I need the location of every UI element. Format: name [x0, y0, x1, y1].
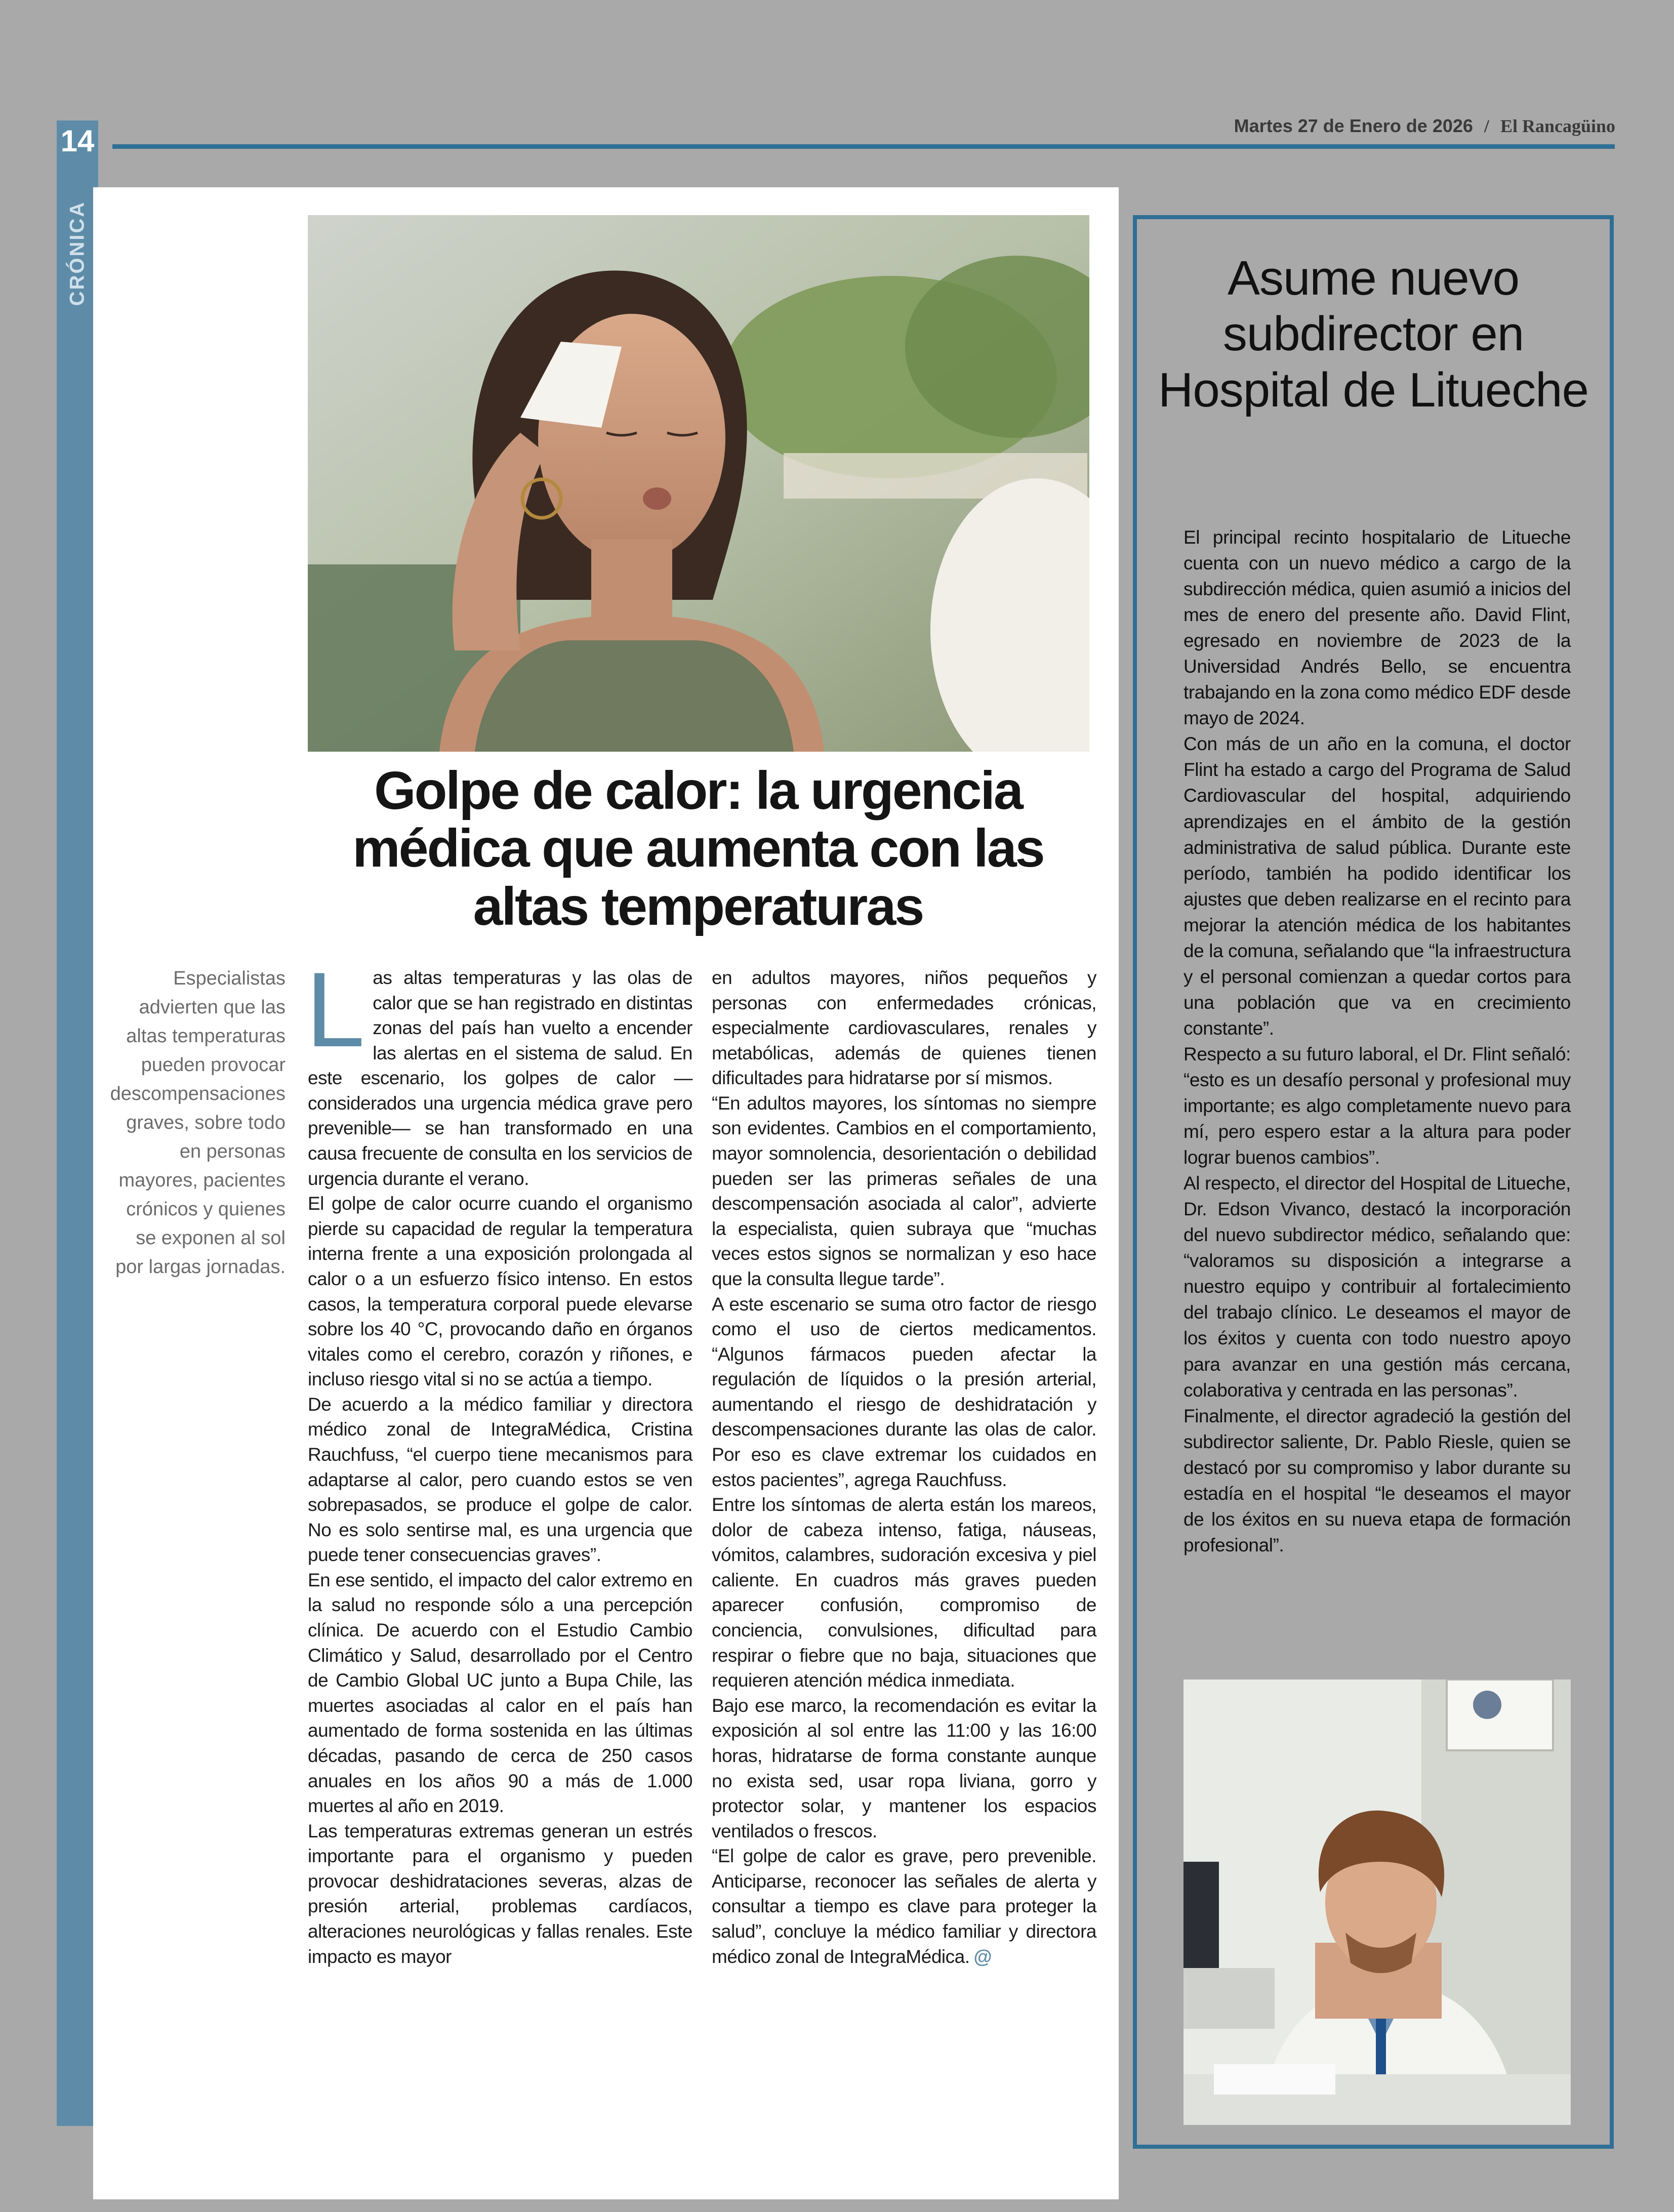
article-kicker: Especialistas advierten que las altas temperaturas pueden provocar descompensaciones graves, sobre todo en personas mayores, pacientes crónicos y quienes se exponen al sol por largas jornadas. — [110, 968, 285, 1278]
article-paragraph: en adultos mayores, niños pequeños y personas con enfermedades crónicas, especialmente cardiovasculares, renales y metabólicas, además de quienes tienen dificultades para hidratarse por sí mismos. — [712, 967, 1096, 1089]
article-paragraph: El golpe de calor ocurre cuando el organismo pierde su capacidad de regular la temperatura interna frente a una exposición prolongada al calor o a un esfuerzo físico intenso. En estos casos, la temperatura corporal puede elevarse sobre los 40 °C, provocando daño en órganos vitales como el cerebro, corazón y riñones, e incluso riesgo vital si no se actúa a tiempo. — [308, 1193, 692, 1390]
side-box-paragraph: Con más de un año en la comuna, el doctor Flint ha estado a cargo del Programa de Salud Cardiovascular del hospital, adquiriendo aprendizajes en el ámbito de la gestión administrativa de salud pública. Durante este período, también ha podido identificar los ajustes que deben realizarse en el recinto para mejorar la atención médica de los habitantes de la comuna, señalando que “la infraestructura y el personal comienzan a quedar cortos para una población que va en crecimiento constante”. — [1183, 733, 1571, 1039]
article-column-2 — [712, 965, 1096, 1969]
end-mark-icon: @ — [973, 1946, 992, 1967]
page-header — [1234, 115, 1615, 137]
article-paragraph: Las altas temperaturas y las olas de calor que se han registrado en distintas zonas del país han vuelto a encender las alertas en el sistema de salud. En este escenario, los golpes de calor —considerados una urgencia médica grave pero prevenible— se han transformado en una causa frecuente de consulta en los servicios de urgencia durante el verano. — [306, 950, 692, 1189]
section-strip — [57, 161, 98, 2126]
heat-stroke-photo — [308, 215, 1089, 752]
side-box-title: Asume nuevo subdirector en Hospital de Litueche — [1158, 251, 1588, 417]
article-paragraph: Las temperaturas extremas generan un estrés importante para el organismo y pueden provocar deshidrataciones severas, alzas de presión arterial, problemas cardíacos, alteraciones neurológicas y fallas renales. Este impacto es mayor — [308, 1820, 692, 1967]
main-article — [93, 187, 1119, 2199]
doctor-portrait-photo — [1183, 1680, 1571, 2125]
drop-cap: L — [306, 950, 365, 1069]
page-number: 14 — [57, 120, 98, 161]
side-box — [1133, 215, 1614, 2149]
article-paragraph: “El golpe de calor es grave, pero prevenible. Anticiparse, reconocer las señales de alerta y consultar a tiempo es clave para proteger la salud”, concluye la médico familiar y directora médico zonal de IntegraMédica. @ — [712, 1844, 1096, 1969]
article-paragraph: Bajo ese marco, la recomendación es evitar la exposición al sol entre las 11:00 y las 16:00 horas, hidratarse de forma constante aunque no exista sed, usar ropa liviana, gorro y protector solar, y mantener los espacios ventilados o frescos. — [712, 1695, 1096, 1841]
side-box-paragraph: Respecto a su futuro laboral, el Dr. Flint señaló: “esto es un desafío personal y profesional muy importante; es algo completamente nuevo para mí, pero espero estar a la altura para poder lograr buenos cambios”. — [1183, 1043, 1571, 1168]
publication-date: Martes 27 de Enero de 2026 — [1234, 115, 1473, 136]
article-paragraph: De acuerdo a la médico familiar y directora médico zonal de IntegraMédica, Cristina Rauchfuss, “el cuerpo tiene mecanismos para adaptarse al calor, pero cuando estos se ven sobrepasados, se produce el golpe de calor. No es solo sentirse mal, es una urgencia que puede tener consecuencias graves”. — [308, 1394, 692, 1566]
section-tag — [65, 202, 90, 304]
header-rule — [112, 144, 1615, 149]
side-box-paragraph: Finalmente, el director agradeció la gestión del subdirector saliente, Dr. Pablo Riesle, quien se destacó por su compromiso y labor durante su estadía en el hospital “le deseamos el mayor de los éxitos en su nueva etapa de formación profesional”. — [1183, 1405, 1571, 1555]
article-headline: Golpe de calor: la urgencia médica que aumenta con las altas temperaturas — [352, 761, 1044, 936]
article-paragraph: Entre los síntomas de alerta están los mareos, dolor de cabeza intenso, fatiga, náuseas, vómitos, calambres, sudoración excesiva y piel caliente. En cuadros más graves pueden aparecer confusión, compromiso de conciencia, convulsiones, dificultad para respirar o fiebre que no baja, situaciones que requieren atención médica inmediata. — [712, 1494, 1096, 1691]
side-box-paragraph: El principal recinto hospitalario de Litueche cuenta con un nuevo médico a cargo de la subdirección médica, quien asumió a inicios del mes de enero del presente año. David Flint, egresado en noviembre de 2023 de la Universidad Andrés Bello, se encuentra trabajando en la zona como médico EDF desde mayo de 2024. — [1183, 527, 1571, 729]
side-box-paragraph: Al respecto, el director del Hospital de Litueche, Dr. Edson Vivanco, destacó la incorporación del nuevo subdirector médico, señalando que: “valoramos su disposición a integrarse a nuestro equipo y contribuir al fortalecimiento del trabajo clínico. Le deseamos el mayor de los éxitos y cuenta con todo nuestro apoyo para avanzar en una gestión más cercana, colaborativa y centrada en las personas”. — [1183, 1173, 1571, 1401]
header-separator: / — [1484, 116, 1489, 136]
side-box-text — [1183, 524, 1571, 1558]
article-column-1 — [306, 950, 692, 1969]
article-paragraph: En ese sentido, el impacto del calor extremo en la salud no responde sólo a una percepción clínica. De acuerdo con el Estudio Cambio Climático y Salud, desarrollado por el Centro de Cambio Global UC junto a Bupa Chile, las muertes asociadas al calor en el país han aumentado de forma sostenida en las últimas décadas, pasando de cerca de 250 casos anuales en los años 90 a más de 1.000 muertes al año en 2019. — [308, 1569, 692, 1817]
article-paragraph: A este escenario se suma otro factor de riesgo como el uso de ciertos medicamentos. “Algunos fármacos pueden afectar la regulación de líquidos o la presión arterial, aumentando el riesgo de deshidratación y descompensaciones durante las olas de calor. Por eso es clave extremar los cuidados en estos pacientes”, agrega Rauchfuss. — [712, 1293, 1096, 1490]
newspaper-name: El Rancagüino — [1500, 116, 1615, 136]
article-paragraph: “En adultos mayores, los síntomas no siempre son evidentes. Cambios en el comportamiento, mayor somnolencia, desorientación o debilidad pueden ser las primeras señales de una descompensación asociada al calor”, advierte la especialista, quien subraya que “muchas veces estos signos se normalizan y eso hace que la consulta llegue tarde”. — [712, 1092, 1096, 1289]
section-label: CRÓNICA — [66, 200, 89, 306]
